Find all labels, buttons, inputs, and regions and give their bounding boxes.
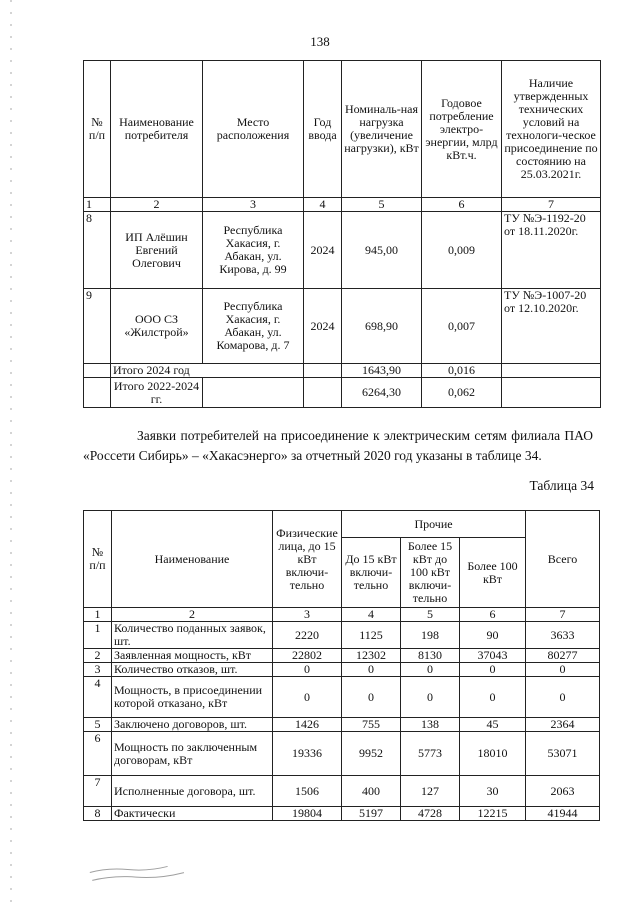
consumer-tu: ТУ №Э-1192-20 от 18.11.2020г. — [502, 212, 601, 289]
cell-value: 1426 — [273, 718, 342, 732]
table-row — [84, 807, 600, 821]
cell-value: 1506 — [273, 776, 342, 807]
table1-header-row — [84, 61, 601, 198]
cell-value: 400 — [342, 776, 401, 807]
t2-h-o2: Более 15 кВт до 100 кВт включи-тельно — [401, 538, 460, 608]
t2-colnum: 4 — [342, 608, 401, 622]
row-num: 2 — [84, 649, 112, 663]
t1-colnum: 4 — [304, 198, 342, 212]
t2-colnum: 6 — [460, 608, 526, 622]
page-number: 138 — [310, 34, 330, 49]
table-row — [84, 718, 600, 732]
consumers-table — [83, 60, 601, 408]
cell-value: 5197 — [342, 807, 401, 821]
t1-h-load: Номиналь-ная нагрузка (увеличение нагрузки), кВт — [342, 61, 422, 198]
stamp-scribble — [87, 859, 188, 886]
t1-colnum: 3 — [203, 198, 304, 212]
cell-value: 4728 — [401, 807, 460, 821]
cell-value: 2364 — [526, 718, 600, 732]
cell-value: 198 — [401, 622, 460, 649]
consumer-load: 698,90 — [342, 289, 422, 364]
body-paragraph: Заявки потребителей на присоединение к электрическим сетям филиала ПАО «Россети Сибирь» – «Хакасэнерго» за отчетный 2020 год указаны в таблице 34. — [83, 428, 593, 463]
cell-value: 53071 — [526, 732, 600, 776]
consumer-consumption: 0,007 — [422, 289, 502, 364]
row-name: Заявленная мощность, кВт — [112, 649, 273, 663]
cell-value: 0 — [342, 677, 401, 718]
table-row — [84, 622, 600, 649]
cell-value: 12302 — [342, 649, 401, 663]
t2-h-o3: Более 100 кВт — [460, 538, 526, 608]
table2-colnum-row — [84, 608, 600, 622]
cell-value: 127 — [401, 776, 460, 807]
cell-value: 0 — [526, 663, 600, 677]
consumer-consumption: 0,009 — [422, 212, 502, 289]
row-name: Количество отказов, шт. — [112, 663, 273, 677]
t1-h-year: Год ввода — [304, 61, 342, 198]
t1-h-consumption: Годовое потребление электро-энергии, млрд кВт.ч. — [422, 61, 502, 198]
cell-value: 0 — [460, 663, 526, 677]
row-num: 3 — [84, 663, 112, 677]
t2-h-other: Прочие — [342, 511, 526, 538]
scan-edge-dots — [10, 0, 12, 905]
cell-value: 12215 — [460, 807, 526, 821]
row-num: 6 — [84, 732, 112, 776]
row-name: Исполненные договора, шт. — [112, 776, 273, 807]
table-row — [84, 677, 600, 718]
row-name: Количество поданных заявок, шт. — [112, 622, 273, 649]
table2-header-row — [84, 511, 600, 538]
table-row — [84, 649, 600, 663]
consumer-name: ООО СЗ «Жилстрой» — [111, 289, 203, 364]
cell-value: 30 — [460, 776, 526, 807]
t1-h-num: № п/п — [84, 61, 111, 198]
consumer-load: 945,00 — [342, 212, 422, 289]
cell-value: 0 — [460, 677, 526, 718]
cell-value: 0 — [401, 663, 460, 677]
cell-value: 19336 — [273, 732, 342, 776]
consumer-year: 2024 — [304, 289, 342, 364]
row-num: 5 — [84, 718, 112, 732]
t2-colnum: 7 — [526, 608, 600, 622]
consumer-tu: ТУ №Э-1007-20 от 12.10.2020г. — [502, 289, 601, 364]
row-num: 4 — [84, 677, 112, 718]
table-row — [84, 663, 600, 677]
t1-h-location: Место расположения — [203, 61, 304, 198]
total-consumption: 0,062 — [422, 378, 502, 408]
t2-colnum: 3 — [273, 608, 342, 622]
total-row — [84, 378, 601, 408]
cell-value: 5773 — [401, 732, 460, 776]
t1-colnum: 1 — [84, 198, 111, 212]
cell-value: 3633 — [526, 622, 600, 649]
row-name: Мощность, в присоединении которой отказано, кВт — [112, 677, 273, 718]
cell-value: 2220 — [273, 622, 342, 649]
cell-value: 755 — [342, 718, 401, 732]
row-num: 8 — [84, 807, 112, 821]
cell-value: 1125 — [342, 622, 401, 649]
faded-stamp — [87, 859, 188, 889]
row-name: Мощность по заключенным договорам, кВт — [112, 732, 273, 776]
cell-value: 37043 — [460, 649, 526, 663]
cell-value: 0 — [342, 663, 401, 677]
cell-value: 22802 — [273, 649, 342, 663]
cell-value: 0 — [273, 677, 342, 718]
t1-colnum: 2 — [111, 198, 203, 212]
consumer-location: Республика Хакасия, г. Абакан, ул. Комарова, д. 7 — [203, 289, 304, 364]
t2-colnum: 2 — [112, 608, 273, 622]
t2-h-name: Наименование — [112, 511, 273, 608]
applications-table — [83, 510, 600, 821]
cell-value: 90 — [460, 622, 526, 649]
total-label: Итого 2022-2024 гг. — [111, 378, 203, 408]
t2-h-total: Всего — [526, 511, 600, 608]
cell-value: 18010 — [460, 732, 526, 776]
cell-value: 19804 — [273, 807, 342, 821]
consumer-location: Республика Хакасия, г. Абакан, ул. Кирова, д. 99 — [203, 212, 304, 289]
cell-value: 80277 — [526, 649, 600, 663]
cell-value: 0 — [401, 677, 460, 718]
cell-value: 0 — [273, 663, 342, 677]
cell-value: 2063 — [526, 776, 600, 807]
consumer-year: 2024 — [304, 212, 342, 289]
t1-colnum: 7 — [502, 198, 601, 212]
cell-value: 8130 — [401, 649, 460, 663]
row-num: 1 — [84, 622, 112, 649]
cell-value: 41944 — [526, 807, 600, 821]
consumer-name: ИП Алёшин Евгений Олегович — [111, 212, 203, 289]
t1-h-name: Наименование потребителя — [111, 61, 203, 198]
t2-h-num: № п/п — [84, 511, 112, 608]
total-consumption: 0,016 — [422, 364, 502, 378]
table-row — [84, 289, 601, 364]
total-row — [84, 364, 601, 378]
row-name: Фактически — [112, 807, 273, 821]
t2-colnum: 5 — [401, 608, 460, 622]
cell-value: 45 — [460, 718, 526, 732]
row-num: 9 — [84, 289, 111, 364]
total-load: 6264,30 — [342, 378, 422, 408]
table-caption: Таблица 34 — [529, 478, 594, 493]
row-num: 7 — [84, 776, 112, 807]
cell-value: 9952 — [342, 732, 401, 776]
table-row — [84, 212, 601, 289]
cell-value: 0 — [526, 677, 600, 718]
t1-h-tu: Наличие утвержденных технических условий на технологи-ческое присоединение по состоянию на 25.03.2021г. — [502, 61, 601, 198]
cell-value: 138 — [401, 718, 460, 732]
total-label: Итого 2024 год — [111, 364, 304, 378]
table-row — [84, 776, 600, 807]
t2-h-phys: Физические лица, до 15 кВт включи-тельно — [273, 511, 342, 608]
table-row — [84, 732, 600, 776]
total-load: 1643,90 — [342, 364, 422, 378]
t2-colnum: 1 — [84, 608, 112, 622]
row-num: 8 — [84, 212, 111, 289]
t1-colnum: 5 — [342, 198, 422, 212]
t2-h-o1: До 15 кВт включи-тельно — [342, 538, 401, 608]
table1-colnum-row — [84, 198, 601, 212]
t1-colnum: 6 — [422, 198, 502, 212]
row-name: Заключено договоров, шт. — [112, 718, 273, 732]
